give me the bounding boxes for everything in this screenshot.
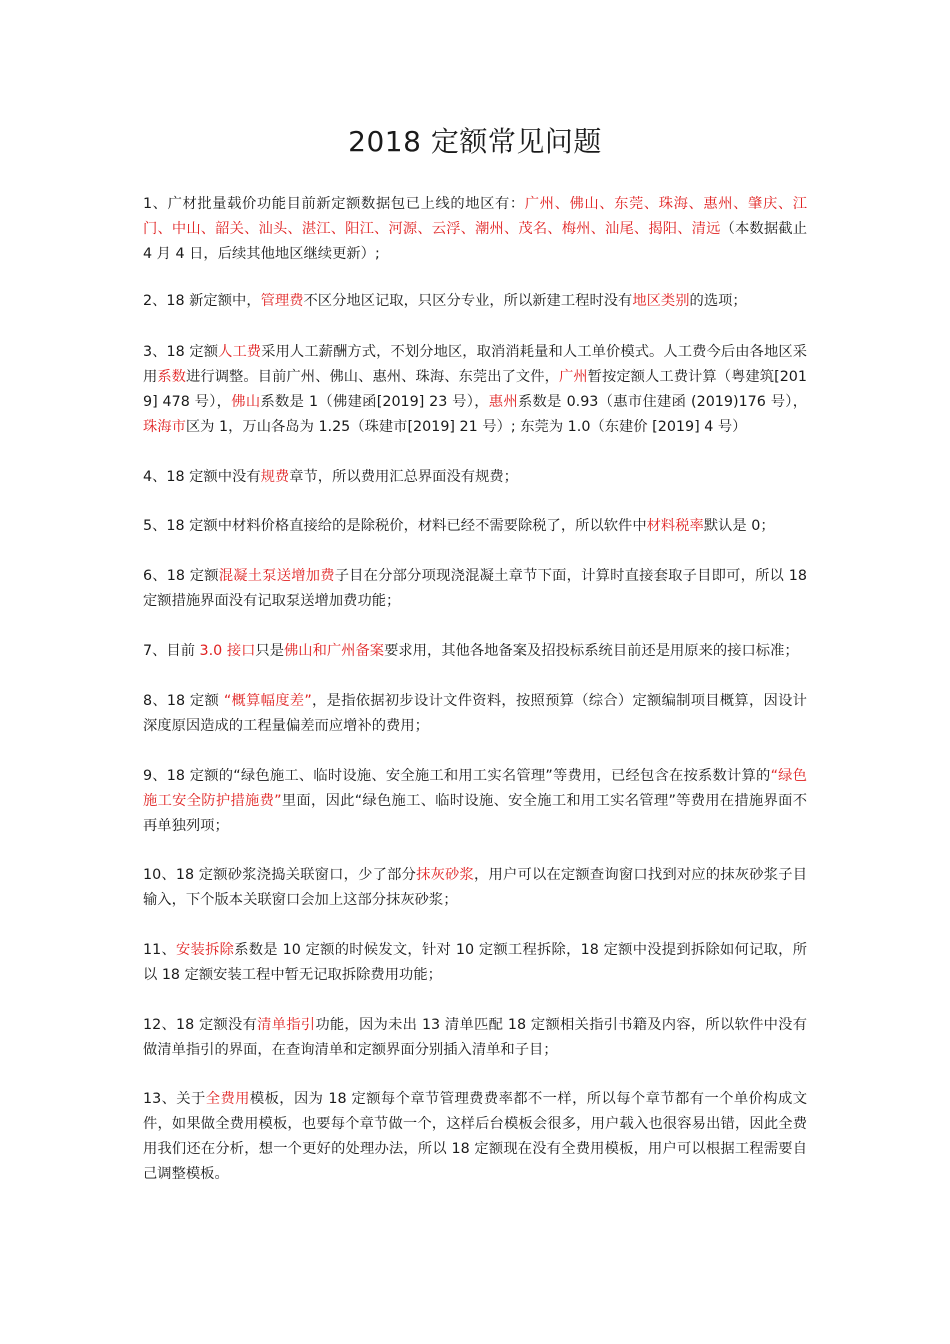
highlighted-term: “绿色施工安全防护措施费” <box>143 768 807 809</box>
highlighted-term: 规费 <box>260 469 290 485</box>
highlighted-term: 抹灰砂浆 <box>416 867 475 883</box>
text-run: 子目在分部分项现浇混凝土章节下面，计算时直接套取子目即可，所以 18 定额措施界面没有记取泵送增加费功能； <box>143 568 807 609</box>
faq-item-13 <box>143 1087 807 1187</box>
text-run: 进行调整。目前广州、佛山、惠州、珠海、东莞出了文件， <box>186 369 559 385</box>
highlighted-term: “概算幅度差” <box>223 693 312 709</box>
text-run: 模板，因为 18 定额每个章节管理费费率都不一样，所以每个章节都有一个单价构成文件，如果做全费用模板，也要每个章节做一个，这样后台模板会很多，用户载入也很容易出错，因此全费用我们还在分析，想一个更好的处理办法，所以 18 定额现在没有全费用模板，用户可以根据工程需要自己调整模板。 <box>143 1091 808 1182</box>
text-run: 11、 <box>143 942 176 958</box>
text-run: 的选项； <box>689 293 747 309</box>
text-run: 暂按定额人工费计算（粤建筑[2019] 478 号）， <box>143 369 807 410</box>
highlighted-term: 全费用 <box>205 1091 250 1107</box>
faq-item-2 <box>143 289 807 314</box>
text-run: 12、18 定额没有 <box>143 1017 258 1033</box>
highlighted-term: 珠海市 <box>143 419 186 435</box>
highlighted-term: 安装拆除 <box>176 942 235 958</box>
highlighted-term: 广州、佛山、东莞、珠海、惠州、肇庆、江门、中山、韶关、汕头、湛江、阳江、河源、云浮、潮州、茂名、梅州、汕尾、揭阳、清远 <box>143 196 808 237</box>
faq-item-1 <box>143 192 807 267</box>
highlighted-term: 佛山和广州备案 <box>284 643 385 659</box>
text-run: 要求用，其他各地备案及招投标系统目前还是用原来的接口标准； <box>384 643 799 659</box>
text-run: 区为 1，万山各岛为 1.25（珠建市[2019] 21 号）; 东莞为 1.0（东建价 [2019] 4 号） <box>185 419 747 435</box>
text-run: 不区分地区记取，只区分专业，所以新建工程时没有 <box>303 293 633 309</box>
highlighted-term: 系数 <box>157 369 187 385</box>
highlighted-term: 惠州 <box>488 394 518 410</box>
faq-item-8 <box>143 689 807 739</box>
faq-item-4 <box>143 465 807 490</box>
text-run: 10、18 定额砂浆浇捣关联窗口，少了部分 <box>143 867 417 883</box>
faq-item-9 <box>143 764 807 839</box>
text-run: 默认是 0； <box>703 518 775 534</box>
text-run: 4、18 定额中没有 <box>143 469 261 485</box>
text-run: ，是指依据初步设计文件资料，按照预算（综合）定额编制项目概算，因设计深度原因造成的工程量偏差而应增补的费用； <box>143 693 807 734</box>
faq-item-11 <box>143 938 807 988</box>
faq-item-3 <box>143 340 807 440</box>
text-run: 章节，所以费用汇总界面没有规费； <box>289 469 518 485</box>
text-run: 系数是 1（佛建函[2019] 23 号）， <box>260 394 489 410</box>
highlighted-term: 清单指引 <box>257 1017 316 1033</box>
faq-item-6 <box>143 564 807 614</box>
highlighted-term: 人工费 <box>218 344 262 360</box>
faq-item-5 <box>143 514 807 539</box>
text-run: （本数据截止 4 月 4 日，后续其他地区继续更新）; <box>143 221 808 262</box>
text-run: 1、广材批量载价功能目前新定额数据包已上线的地区有： <box>143 196 525 212</box>
highlighted-term: 3.0 接口 <box>199 643 256 659</box>
highlighted-term: 管理费 <box>260 293 304 309</box>
text-run: 7、目前 <box>143 643 200 659</box>
highlighted-term: 广州 <box>558 369 588 385</box>
faq-item-7 <box>143 639 807 664</box>
text-run: 6、18 定额 <box>143 568 219 584</box>
highlighted-term: 地区类别 <box>632 293 690 309</box>
text-run: 13、关于 <box>143 1091 206 1107</box>
page-title: 2018 定额常见问题 <box>348 125 602 158</box>
highlighted-term: 混凝土泵送增加费 <box>218 568 335 584</box>
text-run: 9、18 定额的“绿色施工、临时设施、安全施工和用工实名管理”等费用，已经包含在按系数计算的 <box>143 768 771 784</box>
highlighted-term: 材料税率 <box>646 518 704 534</box>
highlighted-term: 佛山 <box>231 394 261 410</box>
text-run: 采用人工薪酬方式，不划分地区，取消消耗量和人工单价模式。人工费今后由各地区采用 <box>143 344 808 385</box>
text-run: 2、18 新定额中， <box>143 293 261 309</box>
text-run: 3、18 定额 <box>143 344 219 360</box>
text-run: 5、18 定额中材料价格直接给的是除税价，材料已经不需要除税了，所以软件中 <box>143 518 647 534</box>
text-run: 8、18 定额 <box>143 693 224 709</box>
text-run: 系数是 10 定额的时候发文，针对 10 定额工程拆除，18 定额中没提到拆除如何记取，所以 18 定额安装工程中暂无记取拆除费用功能； <box>143 942 808 983</box>
faq-item-12 <box>143 1013 807 1063</box>
text-run: 系数是 0.93（惠市住建函 (2019)176 号）， <box>517 394 808 410</box>
faq-item-10 <box>143 863 807 913</box>
text-run: 里面，因此“绿色施工、临时设施、安全施工和用工实名管理”等费用在措施界面不再单独列项； <box>143 793 808 834</box>
text-run: 只是 <box>255 643 284 659</box>
text-run: 功能，因为未出 13 清单匹配 18 定额相关指引书籍及内容，所以软件中没有做清单指引的界面，在查询清单和定额界面分别插入清单和子目； <box>143 1017 808 1058</box>
text-run: ，用户可以在定额查询窗口找到对应的抹灰砂浆子目输入，下个版本关联窗口会加上这部分抹灰砂浆； <box>143 867 808 908</box>
